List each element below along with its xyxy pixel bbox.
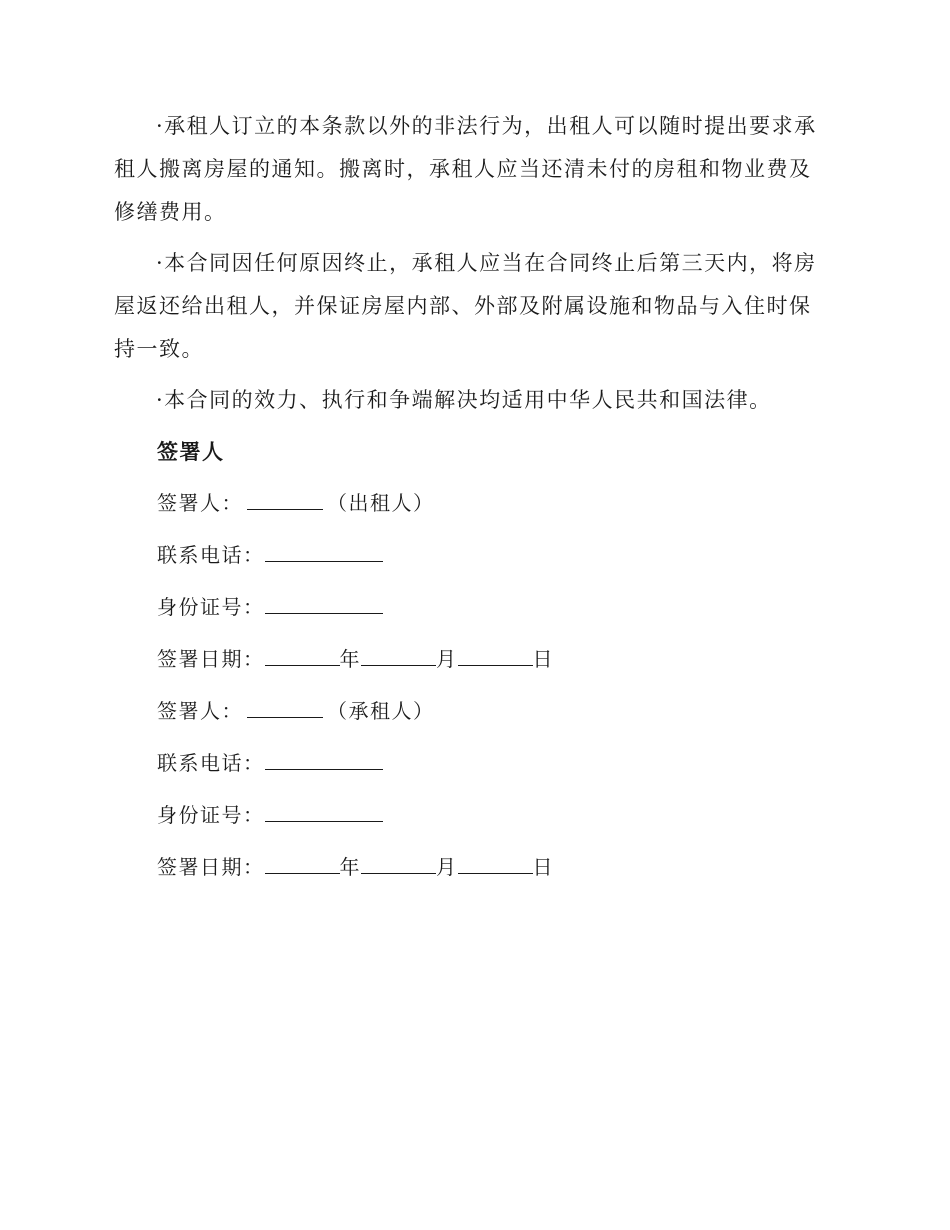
year-blank bbox=[265, 645, 340, 666]
month-blank bbox=[361, 645, 436, 666]
date-label: 签署日期： bbox=[157, 855, 265, 879]
landlord-signer-line bbox=[157, 488, 435, 518]
landlord-id-line bbox=[157, 592, 383, 622]
phone-label: 联系电话： bbox=[157, 751, 265, 775]
clause-illegal-conduct: ·承租人订立的本条款以外的非法行为，出租人可以随时提出要求承租人搬离房屋的通知。搬离时，承租人应当还清未付的房租和物业费及修缮费用。 bbox=[114, 114, 817, 224]
day-blank bbox=[458, 645, 533, 666]
signer-role: （出租人） bbox=[327, 491, 435, 515]
tenant-signer-line bbox=[157, 696, 435, 726]
month-label: 月 bbox=[436, 647, 458, 671]
id-label: 身份证号： bbox=[157, 803, 265, 827]
signer-role: （承租人） bbox=[327, 699, 435, 723]
month-blank bbox=[361, 853, 436, 874]
day-blank bbox=[458, 853, 533, 874]
date-label: 签署日期： bbox=[157, 647, 265, 671]
landlord-date-line bbox=[157, 644, 554, 674]
year-blank bbox=[265, 853, 340, 874]
tenant-date-line bbox=[157, 852, 554, 882]
year-label: 年 bbox=[339, 647, 361, 671]
id-blank bbox=[265, 593, 383, 614]
phone-blank bbox=[265, 749, 383, 770]
landlord-phone-line bbox=[157, 540, 383, 570]
id-label: 身份证号： bbox=[157, 595, 265, 619]
year-label: 年 bbox=[339, 855, 361, 879]
signer-name-blank bbox=[247, 697, 323, 718]
clause-governing-law: ·本合同的效力、执行和争端解决均适用中华人民共和国法律。 bbox=[156, 388, 772, 412]
signer-label: 签署人： bbox=[157, 699, 243, 723]
signer-label: 签署人： bbox=[157, 491, 243, 515]
month-label: 月 bbox=[436, 855, 458, 879]
id-blank bbox=[265, 801, 383, 822]
tenant-id-line bbox=[157, 800, 383, 830]
clause-termination-return: ·本合同因任何原因终止，承租人应当在合同终止后第三天内，将房屋返还给出租人，并保证房屋内部、外部及附属设施和物品与入住时保持一致。 bbox=[114, 251, 817, 361]
phone-blank bbox=[265, 541, 383, 562]
tenant-phone-line bbox=[157, 748, 383, 778]
day-label: 日 bbox=[532, 647, 554, 671]
phone-label: 联系电话： bbox=[157, 543, 265, 567]
day-label: 日 bbox=[532, 855, 554, 879]
signer-name-blank bbox=[247, 489, 323, 510]
signature-heading: 签署人 bbox=[157, 439, 225, 464]
